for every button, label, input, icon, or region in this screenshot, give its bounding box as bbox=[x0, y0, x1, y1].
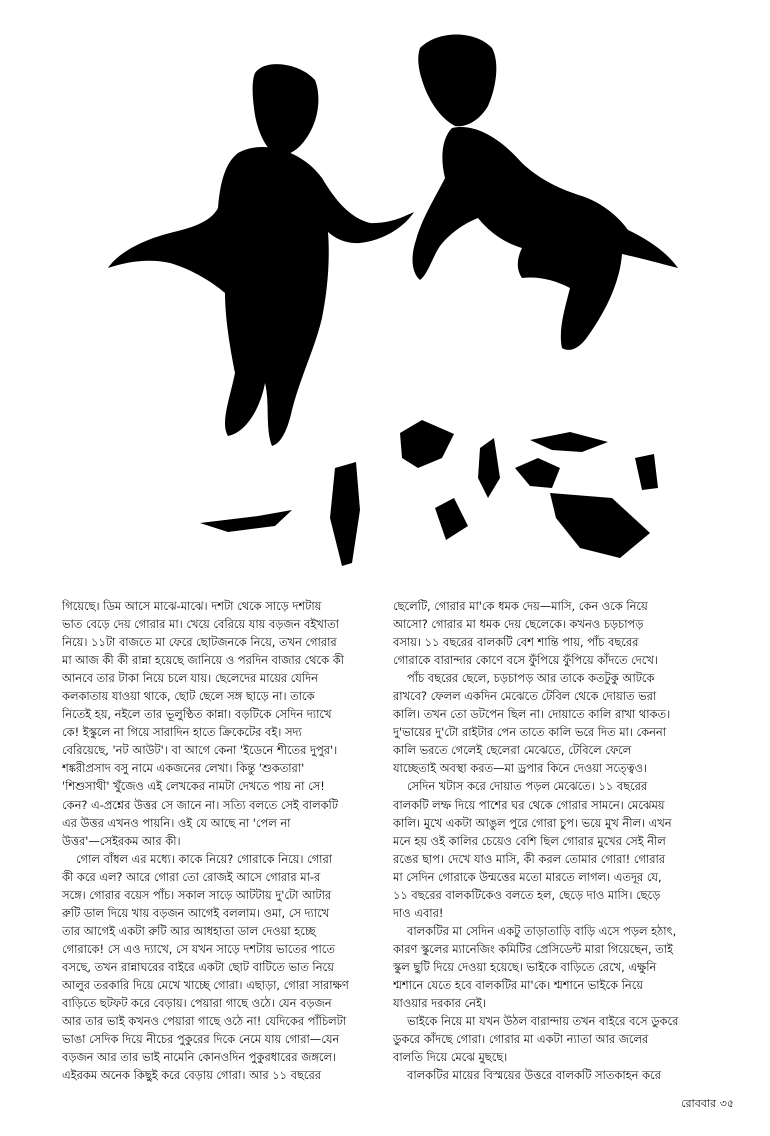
ink-splash-shards bbox=[200, 420, 658, 566]
text-line: তার আগেই একটা রুটি আর আধহাতা ডাল দেওয়া হচ্ছে bbox=[62, 923, 316, 938]
text-line: কালি। তখন তো ডটপেন ছিল না। দোয়াতে কালি রাখা থাকত। bbox=[393, 707, 671, 722]
text-line: সঙ্গে। গোরার বয়েস পাঁচ। সকাল সাড়ে আটটায় দু'টো আটার bbox=[62, 887, 332, 902]
text-line: মা সেদিন গোরাকে উন্মত্তের মতো মারতে লাগল। এতদূর যে, bbox=[393, 869, 662, 884]
article-right-column bbox=[393, 597, 723, 1084]
text-line: কারণ স্কুলের ম্যানেজিং কমিটির প্রেসিডেন্ট মারা গিয়েছেন, তাই bbox=[393, 941, 673, 956]
text-line: পাঁচ বছরের ছেলে, চড়চাপড় আর তাকে কতটুকু আটকে bbox=[407, 671, 655, 686]
text-line: এইরকম অনেক কিছুই করে বেড়ায় গোরা। আর ১১ বছরের bbox=[62, 1068, 322, 1083]
right-boy-silhouette bbox=[413, 35, 678, 350]
text-line: রঙের ছাপ। দেখে যাও মাসি, কী করল তোমার গোরা! গোরার bbox=[393, 851, 666, 866]
text-line: আসো? গোরার মা ধমক দেয় ছেলেকে। কখনও চড়চাপড় bbox=[393, 617, 644, 632]
text-line: বাড়িতে ছটফট করে বেড়ায়। পেয়ারা গাছে ওঠে। যেন বড়জন bbox=[62, 996, 332, 1011]
text-line: কালি ভরতে গেলেই ছেলেরা মেঝেতে, টেবিলে ফেলে bbox=[393, 743, 632, 758]
text-line: গোরাকে! সে এও দ্যাখে, সে যখন সাড়ে দশটায় ভাতের পাতে bbox=[62, 941, 335, 956]
text-line: গোল বাঁধল এর মধ্যে। কাকে নিয়ে? গোরাকে নিয়ে। গোরা bbox=[76, 851, 333, 866]
text-line: বালকটির মা সেদিন একটু তাড়াতাড়ি বাড়ি এসে পড়ল হঠাৎ, bbox=[407, 923, 677, 938]
text-line: বালকটি লম্ফ দিয়ে পাশের ঘর থেকে গোরার সামনে। মেঝেময় bbox=[393, 797, 665, 812]
text-line: স্কুল ছুটি দিয়ে দেওয়া হয়েছে। ভাইকে বাড়িতে রেখে, এক্ষুনি bbox=[393, 959, 657, 974]
text-line: গোরাকে বারান্দার কোণে বসে ফুঁপিয়ে ফুঁপিয়ে কাঁদতে দেখে। bbox=[393, 653, 658, 668]
text-line: ছেলেটি, গোরার মা'কে ধমক দেয়—মাসি, কেন ওকে নিয়ে bbox=[393, 599, 648, 613]
text-line: আনবে তার টাকা নিয়ে চলে যায়। ছেলেদের মায়ের যেদিন bbox=[62, 671, 318, 686]
text-line: রাখবে? ফেলল একদিন মেঝেতে টেবিল থেকে দোয়াত ভরা bbox=[393, 689, 657, 704]
text-line: ভাঙা সেদিক দিয়ে নীচের পুকুরের দিকে নেমে যায় গোরা—যেন bbox=[62, 1032, 340, 1047]
text-line: কেন? এ-প্রশ্নের উত্তর সে জানে না। সত্যি বলতে সেই বালকটি bbox=[62, 797, 339, 812]
text-line: দাও এবার! bbox=[393, 905, 444, 920]
text-line: কী করে এল? আরে গোরা তো রোজই আসে গোরার মা-র bbox=[62, 869, 321, 884]
text-line: এর উত্তর এখনও পায়নি। ওই যে আছে না 'পেল না bbox=[62, 815, 291, 830]
text-line: নিতেই হয়, নইলে তার ভূলুণ্ঠিত কান্না। বড়টিকে সেদিন দ্যাখে bbox=[62, 707, 332, 722]
text-line: বসায়। ১১ বছরের বালকটি বেশ শান্তি পায়, পাঁচ বছরের bbox=[393, 635, 639, 650]
page-label: রোববার ৩৫ bbox=[681, 1097, 734, 1110]
text-line: যাওয়ার দরকার নেই। bbox=[393, 996, 486, 1011]
text-line: সেদিন খটাস করে দোয়াত পড়ল মেঝেতে। ১১ বছরের bbox=[407, 779, 648, 794]
text-line: বড়জন আর তার ভাই নামেনি কোনওদিন পুকুরধারের জঙ্গলে। bbox=[62, 1050, 337, 1065]
text-line: আলুর তরকারি দিয়ে মেখে খাচ্ছে গোরা। এছাড়া, গোরা সারাক্ষণ bbox=[62, 977, 349, 992]
text-line: যাচ্ছেতাই অবস্থা করত—মা ড্রপার কিনে দেওয়া সত্ত্বেও। bbox=[393, 761, 648, 776]
text-line: মা আজ কী কী রান্না হয়েছে জানিয়ে ও পরদিন বাজার থেকে কী bbox=[62, 653, 344, 668]
text-line: কলকাতায় যাওয়া থাকে, ছোট ছেলে সঙ্গ ছাড়ে না। তাকে bbox=[62, 689, 315, 704]
text-line: মনে হয় ওই কালির চেয়েও বেশি ছিল গোরার মুখের সেই নীল bbox=[393, 833, 666, 848]
text-line: বালকটির মায়ের বিস্ময়ের উত্তরে বালকটি সাতকাহন করে bbox=[407, 1068, 661, 1083]
text-line: 'শিশুসাথী' খুঁজেও এই লেখকের নামটা দেখতে পায় না সে! bbox=[62, 779, 325, 794]
text-line: দু'ভায়ের দু'টো রাইটার পেন তাতে কালি ভরে দিত মা। কেননা bbox=[393, 725, 667, 740]
text-line: ভাইকে নিয়ে মা যখন উঠল বারান্দায় তখন বাইরে বসে ডুকরে bbox=[407, 1014, 679, 1029]
page-footer bbox=[681, 1095, 734, 1114]
text-line: গিয়েছে। ডিম আসে মাঝে-মাঝে। দশটা থেকে সাড়ে দশটায় bbox=[62, 599, 322, 613]
text-line: কে! ইস্কুলে না গিয়ে সারাদিন হাতে ক্রিকেটের বই। সদ্য bbox=[62, 725, 302, 740]
text-line: শ্মশানে যেতে হবে বালকটির মা'কে। শ্মশানে ভাইকে নিয়ে bbox=[393, 977, 643, 992]
illustration-silhouettes bbox=[60, 18, 720, 583]
text-line: কালি। মুখে একটা আঙুল পুরে গোরা চুপ। ভয়ে মুখ নীল। এখন bbox=[393, 815, 672, 830]
text-line: ১১ বছরের বালকটিকেও বলতে হল, ছেড়ে দাও মাসি। ছেড়ে bbox=[393, 887, 661, 902]
text-line: উত্তর'—সেইরকম আর কী। bbox=[62, 833, 181, 848]
article-left-column bbox=[62, 597, 372, 1084]
text-line: বসছে, তখন রান্নাঘরের বাইরে একটা ছোট বাটিতে ভাত নিয়ে bbox=[62, 959, 334, 974]
text-line: রুটি ডাল দিয়ে খায় বড়জন আগেই বললাম। ওমা, সে দ্যাখে bbox=[62, 905, 330, 920]
text-line: আর তার ভাই কখনও পেয়ারা গাছে ওঠে না! যেদিকের পাঁচিলটা bbox=[62, 1014, 347, 1029]
text-line: বালতি দিয়ে মেঝে মুছছে। bbox=[393, 1050, 508, 1065]
left-boy-silhouette bbox=[108, 64, 414, 446]
text-line: শঙ্করীপ্রসাদ বসু নামে একজনের লেখা। কিন্তু 'শুকতারা' bbox=[62, 761, 305, 776]
text-line: নিয়ে। ১১টা বাজতে মা ফেরে ছোটজনকে নিয়ে, তখন গোরার bbox=[62, 635, 337, 650]
text-line: বেরিয়েছে, 'নট আউট'। বা আগে কেনা 'ইডেনে শীতের দুপুর'। bbox=[62, 743, 338, 758]
text-line: ডুকরে কাঁদছে গোরা। গোরার মা একটা ন্যাতা আর জলের bbox=[393, 1032, 649, 1047]
text-line: ভাত বেড়ে দেয় গোরার মা। খেয়ে বেরিয়ে যায় বড়জন বইখাতা bbox=[62, 617, 339, 632]
